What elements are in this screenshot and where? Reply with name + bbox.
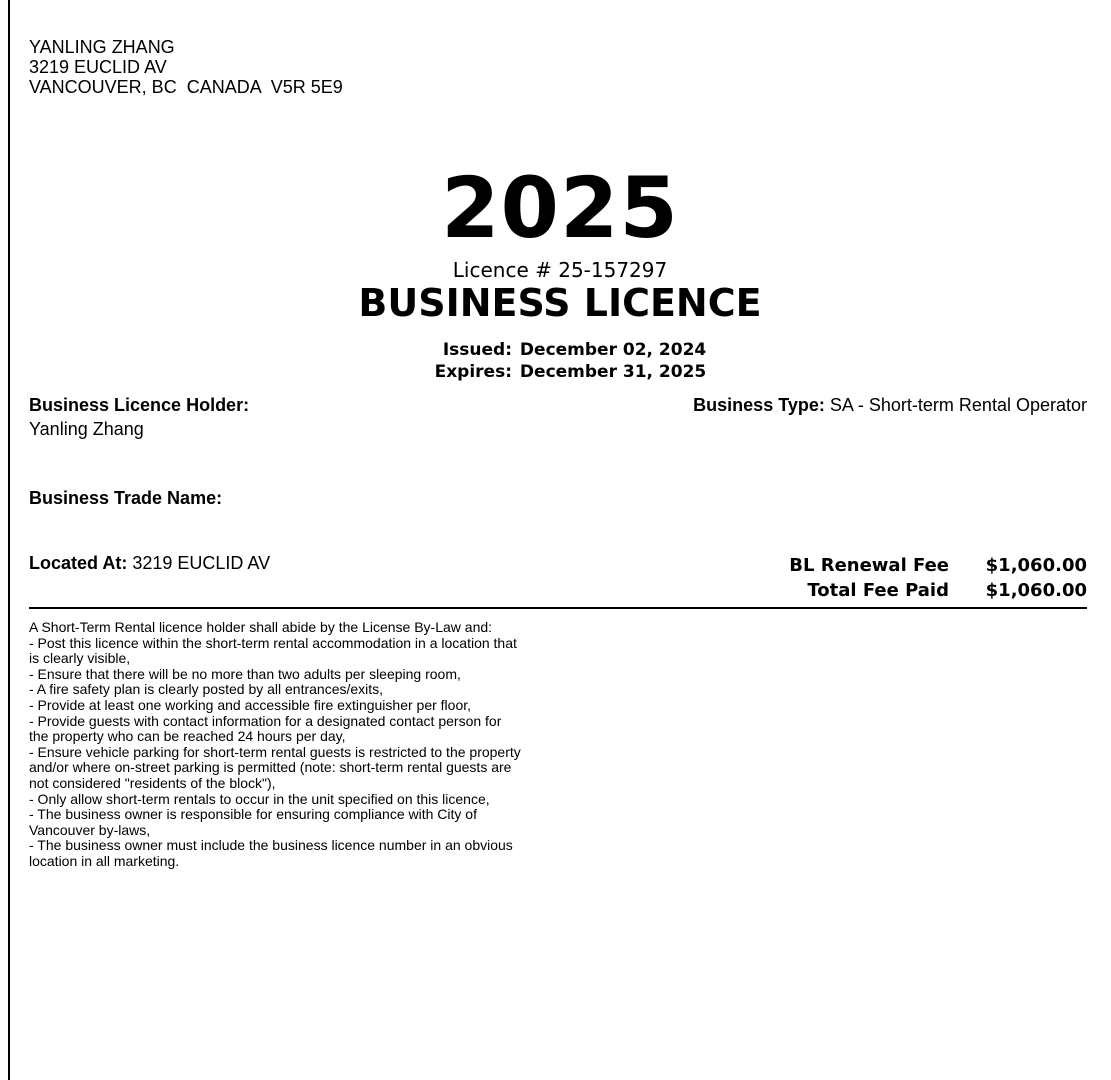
condition-line: not considered "residents of the block"), xyxy=(29,774,276,791)
issued-date: December 02, 2024 xyxy=(519,340,707,360)
condition-line: location in all marketing. xyxy=(29,852,180,869)
location xyxy=(29,553,270,574)
condition-line: - Provide at least one working and accessible fire extinguisher per floor, xyxy=(29,696,472,713)
fee-label: Total Fee Paid xyxy=(807,580,949,601)
condition-line: - The business owner must include the business licence number in an obvious xyxy=(29,837,513,854)
recipient-name: YANLING ZHANG xyxy=(29,37,175,57)
holder-label: Business Licence Holder: xyxy=(29,395,250,415)
location-label: Located At: xyxy=(29,553,128,573)
business-type xyxy=(693,395,1087,416)
business-type-label: Business Type: xyxy=(693,395,825,415)
condition-line: the property who can be reached 24 hours per day, xyxy=(29,728,346,745)
fee-label: BL Renewal Fee xyxy=(789,555,949,576)
condition-line: - Ensure that there will be no more than two adults per sleeping room, xyxy=(29,665,461,682)
issued-row xyxy=(432,339,706,361)
holder-name: Yanling Zhang xyxy=(29,419,144,439)
condition-line: - The business owner is responsible for ensuring compliance with City of xyxy=(29,806,477,823)
condition-line: Vancouver by-laws, xyxy=(29,821,151,838)
trade-name-label: Business Trade Name: xyxy=(29,488,223,508)
condition-line: and/or where on-street parking is permitted (note: short-term rental guests are xyxy=(29,759,512,776)
licence-conditions xyxy=(29,620,589,870)
expires-row xyxy=(432,361,706,383)
condition-line: - Provide guests with contact information for a designated contact person for xyxy=(29,712,502,729)
location-value: 3219 EUCLID AV xyxy=(127,553,271,573)
fee-table xyxy=(789,553,1087,603)
business-type-value: SA - Short-term Rental Operator xyxy=(824,395,1087,415)
section-divider xyxy=(29,607,1087,609)
fee-amount: $1,060.00 xyxy=(985,580,1087,601)
recipient-street: 3219 EUCLID AV xyxy=(29,57,167,77)
condition-line: - A fire safety plan is clearly posted by all entrances/exits, xyxy=(29,681,384,698)
condition-line: - Ensure vehicle parking for short-term rental guests is restricted to the property xyxy=(29,743,521,760)
fee-amount: $1,060.00 xyxy=(985,555,1087,576)
expires-date: December 31, 2025 xyxy=(519,362,707,382)
condition-line: is clearly visible, xyxy=(29,650,131,667)
recipient-city-line: VANCOUVER, BC CANADA V5R 5E9 xyxy=(29,77,343,97)
licence-dates xyxy=(432,339,706,383)
recipient-address xyxy=(29,37,343,97)
condition-line: A Short-Term Rental licence holder shall abide by the License By-Law and: xyxy=(29,619,493,635)
issued-label: Issued: xyxy=(442,340,512,360)
licence-year: 2025 xyxy=(441,159,679,257)
licence-number: Licence # 25-157297 xyxy=(452,258,668,282)
fee-row-renewal xyxy=(789,553,1087,578)
fee-row-total xyxy=(789,578,1087,603)
condition-line: - Only allow short-term rentals to occur in the unit specified on this licence, xyxy=(29,790,490,807)
licence-title: BUSINESS LICENCE xyxy=(358,281,762,325)
condition-line: - Post this licence within the short-term rental accommodation in a location that xyxy=(29,634,517,651)
expires-label: Expires: xyxy=(434,362,512,382)
